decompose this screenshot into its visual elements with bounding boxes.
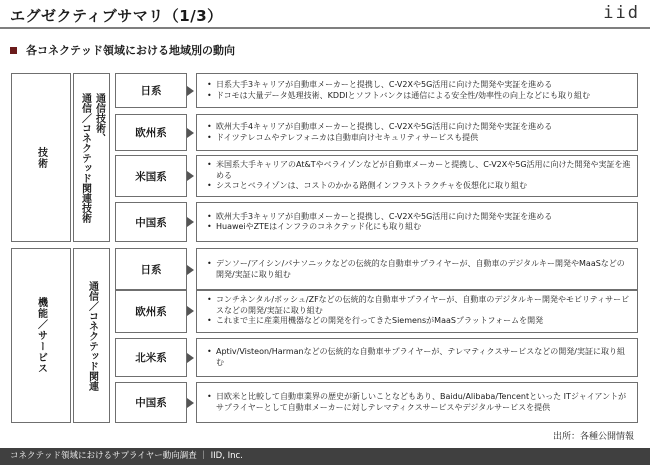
subcategory-connected: 通信／コネクテッド関連 (73, 248, 110, 423)
region-north-america-service: 北米系 (115, 338, 187, 377)
list-item: • コンチネンタル/ボッシュ/ZFなどの伝統的な自動車サプライヤーが、自動車のデジタルキー開発やモビリティサービスなどの開発/実証に取り組む (207, 295, 631, 316)
arrow-right-icon (187, 114, 195, 151)
content-us-tech (196, 155, 638, 197)
footer-bar: コネクテッド領域におけるサプライヤー動向調査 ｜ IID, Inc. (0, 448, 650, 465)
arrow-right-icon (187, 382, 195, 423)
content-japan-tech (196, 73, 638, 108)
list-item: • ドイツテレコムやテレフォニカは自動車向けセキュリティサービスも提供 (207, 133, 631, 144)
arrow-right-icon (187, 73, 195, 108)
content-europe-service (196, 289, 638, 333)
list-item: • 欧州大手3キャリアが自動車メーカーと提携し、C-V2Xや5G活用に向けた開発や実証を進める (207, 212, 631, 223)
subcategory-communication-tech: 通信技術、 通信／コネクテッド関連技術 (73, 73, 110, 242)
page-title: エグゼクティブサマリ（1/3） (10, 7, 223, 25)
category-function-service: 機能／サービス (11, 248, 71, 423)
list-item: • 米国系大手キャリアのAt&Tやベライゾンなどが自動車メーカーと提携し、C-V2Xや5G活用に向けた開発や実証を進める (207, 160, 631, 181)
subtitle-text: 各コネクテッド領域における地域別の動向 (26, 44, 235, 57)
title-divider (0, 27, 650, 29)
list-item: • 日系大手3キャリアが自動車メーカーと提携し、C-V2Xや5G活用に向けた開発や実証を進める (207, 80, 631, 91)
region-europe-service: 欧州系 (115, 289, 187, 333)
list-item: • デンソー/アイシン/パナソニックなどの伝統的な自動車サプライヤーが、自動車のデジタルキー開発やMaaSなどの開発/実証に取り組む (207, 259, 631, 280)
arrow-right-icon (187, 338, 195, 377)
content-europe-tech (196, 114, 638, 151)
content-north-america-service (196, 338, 638, 377)
content-china-tech (196, 202, 638, 242)
section-subtitle (10, 42, 235, 58)
region-japan-service: 日系 (115, 248, 187, 291)
list-item: • 日欧米と比較して自動車業界の歴史が新しいことなどもあり、Baidu/Alibaba/Tencentといった ITジャイアントがサプライヤーとして自動車メーカーに対しテレマティクスサービスやデジタルサービスを提供 (207, 392, 631, 413)
source-note: 出所：各種公開情報 (552, 432, 634, 442)
list-item: • HuaweiやZTEはインフラのコネクテッド化にも取り組む (207, 222, 631, 233)
square-bullet-icon (10, 47, 17, 54)
region-europe-tech: 欧州系 (115, 114, 187, 151)
arrow-right-icon (187, 248, 195, 291)
arrow-right-icon (187, 202, 195, 242)
category-technology: 技術 (11, 73, 71, 242)
list-item: • 欧州大手4キャリアが自動車メーカーと提携し、C-V2Xや5G活用に向けた開発や実証を進める (207, 122, 631, 133)
region-china-service: 中国系 (115, 382, 187, 423)
list-item: • これまで主に産業用機器などの開発を行ってきたSiemensがMaaSプラットフォームを開発 (207, 316, 631, 327)
region-japan-tech: 日系 (115, 73, 187, 108)
content-china-service (196, 382, 638, 423)
region-us-tech: 米国系 (115, 155, 187, 197)
region-china-tech: 中国系 (115, 202, 187, 242)
arrow-right-icon (187, 155, 195, 197)
list-item: • Aptiv/Visteon/Harmanなどの伝統的な自動車サプライヤーが、テレマティクスサービスなどの開発/実証に取り組む (207, 347, 631, 368)
company-logo: iid (603, 3, 640, 23)
list-item: • ドコモは大量データ処理技術、KDDIとソフトバンクは通信による安全性/効率性の向上などにも取り組む (207, 91, 631, 102)
arrow-right-icon (187, 289, 195, 333)
content-japan-service (196, 248, 638, 291)
list-item: • シスコとベライゾンは、コストのかかる路側インフラストラクチャを仮想化に取り組む (207, 181, 631, 192)
